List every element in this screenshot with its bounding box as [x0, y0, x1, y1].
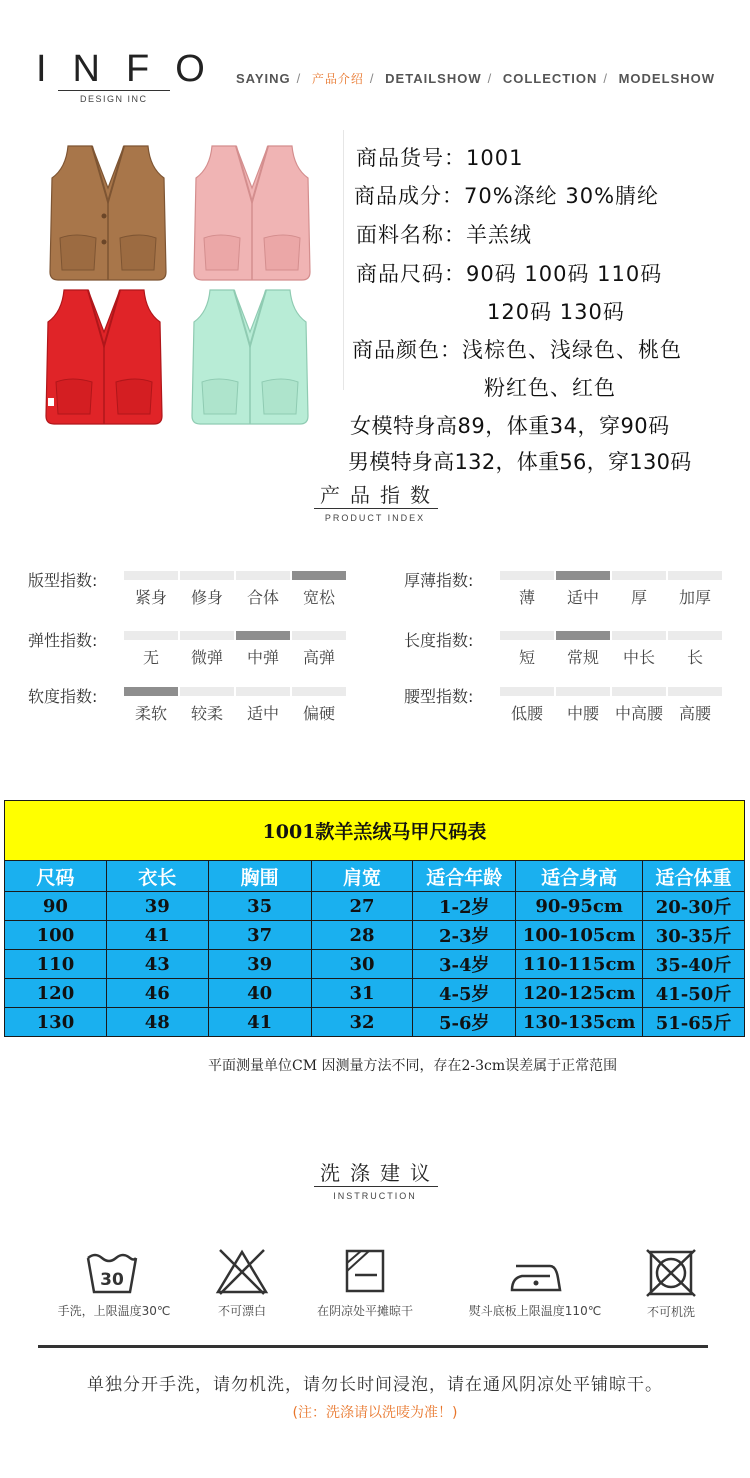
- index-bar: [500, 631, 554, 640]
- nav-modelshow[interactable]: MODELSHOW: [618, 71, 715, 86]
- wash-label-dry-flat: 在阴凉处平摊晾干: [316, 1304, 413, 1318]
- index-label: 腰型指数:: [404, 687, 474, 706]
- index-option: 高弹: [302, 648, 335, 667]
- table-cell: 37: [208, 921, 311, 950]
- info-divider: [343, 130, 344, 390]
- wash-label-no-machine: 不可机洗: [646, 1305, 695, 1319]
- index-section-title: 产品指数: [320, 483, 440, 507]
- index-title-line: [314, 508, 438, 509]
- header-size: 尺码: [5, 861, 107, 892]
- vest-image-red: [42, 286, 166, 426]
- index-bar-selected: [124, 687, 178, 696]
- vest-button: [102, 214, 107, 219]
- index-option: 偏硬: [302, 704, 335, 723]
- vest-pocket-left: [202, 379, 238, 414]
- index-option: 合体: [246, 588, 279, 607]
- table-cell: 43: [106, 950, 208, 979]
- vest-pocket-right: [262, 379, 298, 414]
- index-option: 中长: [622, 648, 655, 667]
- index-bar: [500, 687, 554, 696]
- table-cell: 30: [311, 950, 413, 979]
- info-item-no: 商品货号：1001: [356, 146, 524, 170]
- table-cell: 1-2岁: [413, 892, 516, 921]
- nav-product-intro[interactable]: 产品介绍: [311, 72, 364, 86]
- nav-separator: /: [296, 71, 302, 86]
- table-cell: 39: [208, 950, 311, 979]
- table-cell: 90-95cm: [516, 892, 643, 921]
- logo: INFO: [36, 48, 231, 90]
- table-note: 平面测量单位CM 因测量方法不同，存在2-3cm误差属于正常范围: [208, 1058, 618, 1074]
- info-sizes: 商品尺码：90码 100码 110码: [356, 262, 663, 286]
- info-model-female: 女模特身高89，体重34，穿90码: [350, 414, 670, 438]
- index-option: 低腰: [510, 704, 543, 723]
- table-cell: 90: [5, 892, 107, 921]
- table-cell: 20-30斤: [643, 892, 745, 921]
- table-cell: 100-105cm: [516, 921, 643, 950]
- table-cell: 35-40斤: [643, 950, 745, 979]
- table-cell: 28: [311, 921, 413, 950]
- table-cell: 3-4岁: [413, 950, 516, 979]
- table-cell: 48: [106, 1008, 208, 1037]
- nav-separator: /: [369, 71, 375, 86]
- wash-section-subtitle: INSTRUCTION: [333, 1191, 417, 1201]
- header-shoulder: 肩宽: [311, 861, 413, 892]
- hand-wash-30-icon: [84, 1248, 140, 1298]
- index-option: 短: [518, 648, 535, 667]
- vest-pocket-left: [60, 235, 96, 270]
- index-bar: [668, 687, 722, 696]
- vest-pocket-left: [204, 235, 240, 270]
- index-label: 版型指数:: [28, 571, 98, 590]
- nav-separator: /: [603, 71, 608, 86]
- index-bar: [556, 687, 610, 696]
- table-cell: 4-5岁: [413, 979, 516, 1008]
- table-cell: 110: [5, 950, 107, 979]
- index-bar-selected: [236, 631, 290, 640]
- table-cell: 51-65斤: [643, 1008, 745, 1037]
- index-option: 修身: [190, 588, 223, 607]
- wash-section-title: 洗涤建议: [320, 1161, 440, 1185]
- table-cell: 41: [106, 921, 208, 950]
- index-bar: [180, 687, 234, 696]
- header-height: 适合身高: [516, 861, 643, 892]
- index-label: 弹性指数:: [28, 631, 98, 650]
- table-cell: 41: [208, 1008, 311, 1037]
- wash-title-line: [314, 1186, 438, 1187]
- index-label: 厚薄指数:: [404, 571, 474, 590]
- table-cell: 46: [106, 979, 208, 1008]
- table-cell: 40: [208, 979, 311, 1008]
- vest-pocket-right: [116, 379, 152, 414]
- wash-divider: [38, 1345, 708, 1348]
- index-bar: [500, 571, 554, 580]
- size-table: [4, 800, 745, 1037]
- wash-note: (注：洗涤请以洗唛为准！): [292, 1405, 458, 1421]
- table-cell: 27: [311, 892, 413, 921]
- nav-saying[interactable]: SAYING: [236, 71, 291, 86]
- size-table-header-row: [5, 861, 745, 892]
- index-option: 厚: [630, 588, 647, 607]
- index-label: 软度指数:: [28, 687, 98, 706]
- size-table-title: 1001款羊羔绒马甲尺码表: [5, 801, 745, 861]
- info-model-male: 男模特身高132，体重56，穿130码: [348, 450, 692, 474]
- table-cell: 130: [5, 1008, 107, 1037]
- table-cell: 30-35斤: [643, 921, 745, 950]
- index-bar: [124, 571, 178, 580]
- shade-dry-flat-icon: [337, 1247, 393, 1297]
- info-fabric: 面料名称：羊羔绒: [356, 223, 532, 247]
- index-bar: [292, 687, 346, 696]
- index-option: 无: [142, 648, 159, 667]
- index-label: 长度指数:: [404, 631, 474, 650]
- index-option: 常规: [566, 648, 599, 667]
- vest-pocket-right: [120, 235, 156, 270]
- index-bar: [236, 571, 290, 580]
- info-sizes-cont: 120码 130码: [487, 300, 625, 324]
- index-option: 薄: [518, 588, 535, 607]
- header-chest: 胸围: [208, 861, 311, 892]
- index-bar: [236, 687, 290, 696]
- logo-underline: [58, 90, 170, 91]
- nav-separator: /: [487, 71, 493, 86]
- no-bleach-icon: [214, 1246, 270, 1296]
- wash-temp-text: 30: [100, 1270, 124, 1290]
- table-cell: 120-125cm: [516, 979, 643, 1008]
- index-section-subtitle: PRODUCT INDEX: [324, 513, 426, 523]
- index-bar-selected: [556, 631, 610, 640]
- index-bar: [612, 631, 666, 640]
- index-option: 较柔: [190, 704, 223, 723]
- vest-tag: [48, 398, 54, 406]
- index-bar: [668, 631, 722, 640]
- wash-label-iron: 熨斗底板上限温度110℃: [468, 1304, 602, 1318]
- table-cell: 31: [311, 979, 413, 1008]
- table-cell: 100: [5, 921, 107, 950]
- wash-label-no-bleach: 不可漂白: [217, 1304, 266, 1318]
- index-option: 紧身: [134, 588, 167, 607]
- index-option: 加厚: [678, 588, 711, 607]
- index-option: 高腰: [678, 704, 711, 723]
- vest-image-pink: [190, 142, 314, 282]
- index-option: 中弹: [246, 648, 279, 667]
- index-bar: [668, 571, 722, 580]
- iron-110-icon: [508, 1250, 564, 1300]
- index-option: 适中: [566, 588, 599, 607]
- wash-label-hand-wash: 手洗，上限温度30℃: [57, 1304, 171, 1318]
- table-row: [5, 950, 745, 979]
- index-bar: [180, 571, 234, 580]
- vest-image-mint: [188, 286, 312, 426]
- logo-subtitle: DESIGN INC: [80, 94, 148, 104]
- table-cell: 120: [5, 979, 107, 1008]
- table-row: [5, 1008, 745, 1037]
- index-option: 中腰: [566, 704, 599, 723]
- index-option: 宽松: [302, 588, 335, 607]
- index-option: 长: [686, 648, 703, 667]
- index-bar: [612, 571, 666, 580]
- table-row: [5, 892, 745, 921]
- index-bar: [292, 631, 346, 640]
- vest-pocket-right: [264, 235, 300, 270]
- info-composition: 商品成分：70%涤纶 30%腈纶: [354, 184, 660, 208]
- nav-collection[interactable]: COLLECTION: [502, 71, 598, 86]
- index-option: 适中: [246, 704, 279, 723]
- index-option: 中高腰: [614, 704, 663, 723]
- header-weight: 适合体重: [643, 861, 745, 892]
- info-colors: 商品颜色：浅棕色、浅绿色、桃色: [352, 338, 682, 362]
- index-option: 柔软: [134, 704, 167, 723]
- top-nav: [236, 70, 715, 87]
- table-cell: 41-50斤: [643, 979, 745, 1008]
- header-age: 适合年龄: [413, 861, 516, 892]
- vest-pocket-left: [56, 379, 92, 414]
- index-option: 微弹: [190, 648, 223, 667]
- table-cell: 32: [311, 1008, 413, 1037]
- vest-image-brown: [46, 142, 170, 282]
- header-length: 衣长: [106, 861, 208, 892]
- wash-description: 单独分开手洗，请勿机洗，请勿长时间浸泡，请在通风阴凉处平铺晾干。: [87, 1375, 663, 1395]
- table-cell: 35: [208, 892, 311, 921]
- index-bar: [612, 687, 666, 696]
- index-bar-selected: [556, 571, 610, 580]
- table-row: [5, 979, 745, 1008]
- table-cell: 5-6岁: [413, 1008, 516, 1037]
- info-colors-cont: 粉红色、红色: [484, 376, 616, 400]
- nav-detailshow[interactable]: DETAILSHOW: [385, 71, 482, 86]
- table-row: [5, 921, 745, 950]
- table-cell: 130-135cm: [516, 1008, 643, 1037]
- index-bar: [180, 631, 234, 640]
- table-cell: 39: [106, 892, 208, 921]
- vest-button: [102, 240, 107, 245]
- table-cell: 110-115cm: [516, 950, 643, 979]
- table-cell: 2-3岁: [413, 921, 516, 950]
- index-bar: [124, 631, 178, 640]
- no-machine-wash-icon: [643, 1248, 699, 1298]
- index-bar-selected: [292, 571, 346, 580]
